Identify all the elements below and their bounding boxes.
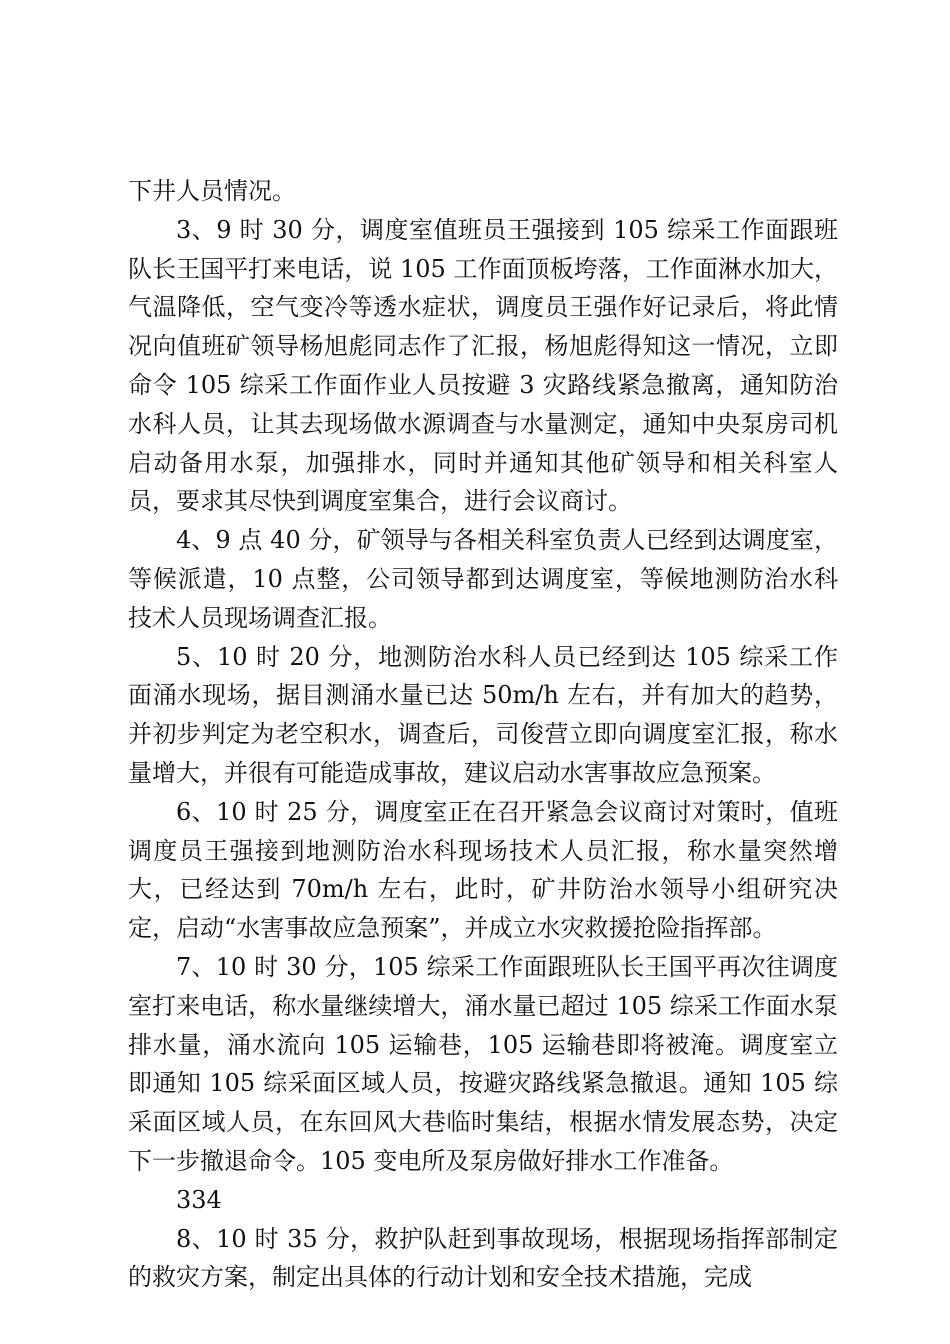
paragraph-item-4: 4、9 点 40 分，矿领导与各相关科室负责人已经到达调度室，等候派遣，10 点整，公司领导都到达调度室，等候地测防治水科技术人员现场调查汇报。 [128,526,838,632]
paragraph-item-7: 7、10 时 30 分，105 综采工作面跟班队长王国平再次往调度室打来电话，称水量继续增大，涌水量已超过 105 综采工作面水泵排水量，涌水流向 105 运输巷，105 运输巷即将被淹。调度室立即通知 105 综采面区域人员，按避灾路线紧急撤退。通知 105 综采面区域人员，在东回风大巷临时集结，根据水情发展态势，决定下一步撤退命令。105 变电所及泵房做好排水工作准备。 [128,952,838,1175]
paragraph-continuation: 下井人员情况。 [128,177,296,205]
page-number: 334 [176,1185,222,1214]
paragraph-item-8: 8、10 时 35 分，救护队赶到事故现场，根据现场指挥部制定的救灾方案，制定出具体的行动计划和安全技术措施，完成 [128,1224,838,1292]
paragraph-item-5: 5、10 时 20 分，地测防治水科人员已经到达 105 综采工作面涌水现场，据目测涌水量已达 50m/h 左右，并有加大的趋势，并初步判定为老空积水，调查后，司俊营立即向调度室汇报，称水量增大，并很有可能造成事故，建议启动水害事故应急预案。 [128,642,838,787]
paragraph-item-6: 6、10 时 25 分，调度室正在召开紧急会议商讨对策时，值班调度员王强接到地测防治水科现场技术人员汇报，称水量突然增大，已经达到 70m/h 左右，此时，矿井防治水领导小组研究决定，启动“水害事故应急预案”，并成立水灾救援抢险指挥部。 [128,797,838,943]
document-page [128,172,838,1297]
paragraph-item-3: 3、9 时 30 分，调度室值班员王强接到 105 综采工作面跟班队长王国平打来电话，说 105 工作面顶板垮落，工作面淋水加大，气温降低，空气变冷等透水症状，调度员王强作好记录后，将此情况向值班矿领导杨旭彪同志作了汇报，杨旭彪得知这一情况，立即命令 105 综采工作面作业人员按避 3 灾路线紧急撤离，通知防治水科人员，让其去现场做水源调查与水量测定，通知中央泵房司机启动备用水泵，加强排水，同时并通知其他矿领导和相关科室人员，要求其尽快到调度室集合，进行会议商讨。 [128,215,838,516]
